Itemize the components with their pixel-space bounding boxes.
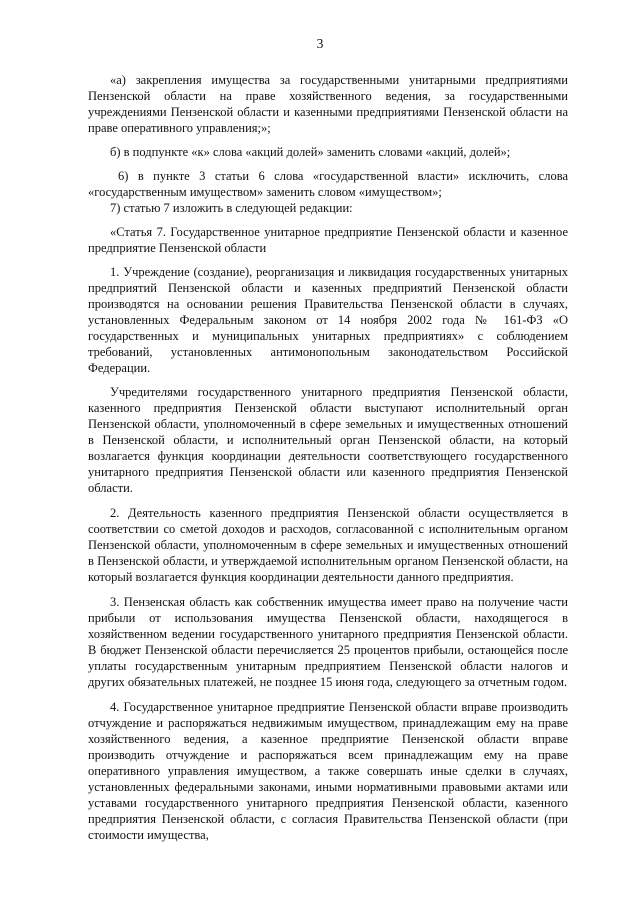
page-number: 3: [316, 36, 324, 51]
article-7-clause-4: 4. Государственное унитарное предприятие Пензенской области вправе производить отчуждение и распоряжаться недвижимым имуществом, принадлежащим ему на праве хозяйственного ведения, а казенное предприятие Пензенской области вправе производить отчуждение и распоряжаться всем принадлежащим ему на праве оперативного управления имуществом, а также совершать иные сделки в случаях, установленных федеральными законами, иными нормативными правовыми актами или уставами государственного унитарного предприятия Пензенской области, казенного предприятия Пензенской области, с согласия Правительства Пензенской области (при стоимости имущества,: [88, 700, 568, 842]
article-7-founders-paragraph: Учредителями государственного унитарного предприятия Пензенской области, казенного предприятия Пензенской области выступают исполнительный орган Пензенской области, уполномоченный в сфере земельных и имущественных отношений в Пензенской области, и исполнительный орган Пензенской области, на который возлагается функция координации деятельности соответствующего государственного унитарного предприятия Пензенской области или казенного предприятия Пензенской области.: [88, 385, 568, 495]
article-7-clause-3: 3. Пензенская область как собственник имущества имеет право на получение части прибыли от использования имущества Пензенской области, находящегося в хозяйственном ведении государственного унитарного предприятия Пензенской области. В бюджет Пензенской области перечисляется 25 процентов прибыли, остающейся после уплаты государственным унитарным предприятием Пензенской области налогов и других обязательных платежей, не позднее 15 июня года, следующего за отчетным годом.: [88, 595, 568, 689]
document-body: [88, 72, 568, 843]
article-7-clause-2: 2. Деятельность казенного предприятия Пензенской области осуществляется в соответствии со сметой доходов и расходов, согласованной с исполнительным органом Пензенской области, уполномоченным в сфере земельных и имущественных отношений в Пензенской области, и утверждаемой исполнительным органом Пензенской области, на который возлагается функция координации деятельности данного предприятия.: [88, 506, 568, 584]
paragraph-amendment-b: б) в подпункте «к» слова «акций долей» заменить словами «акций, долей»;: [110, 145, 511, 159]
paragraph-item-7: 7) статью 7 изложить в следующей редакции:: [110, 201, 353, 215]
article-7-clause-1: 1. Учреждение (создание), реорганизация и ликвидация государственных унитарных предприятий Пензенской области и казенных предприятий Пензенской области производятся на основании решения Правительства Пензенской области в случаях, установленных Федеральным законом от 14 ноября 2002 года № 161-ФЗ «О государственных и муниципальных унитарных предприятиях» с соблюдением требований, установленных антимонопольным законодательством Российской Федерации.: [88, 265, 568, 375]
paragraph-amendment-a: «а) закрепления имущества за государственными унитарными предприятиями Пензенской области на праве хозяйственного ведения, за государственными учреждениями Пензенской области и казенными предприятиями Пензенской области на праве оперативного управления;»;: [88, 73, 568, 135]
article-7-heading: «Статья 7. Государственное унитарное предприятие Пензенской области и казенное предприятие Пензенской области: [88, 225, 568, 255]
paragraph-item-6: 6) в пункте 3 статьи 6 слова «государственной власти» исключить, слова «государственным имуществом» заменить словом «имуществом»;: [88, 169, 568, 199]
